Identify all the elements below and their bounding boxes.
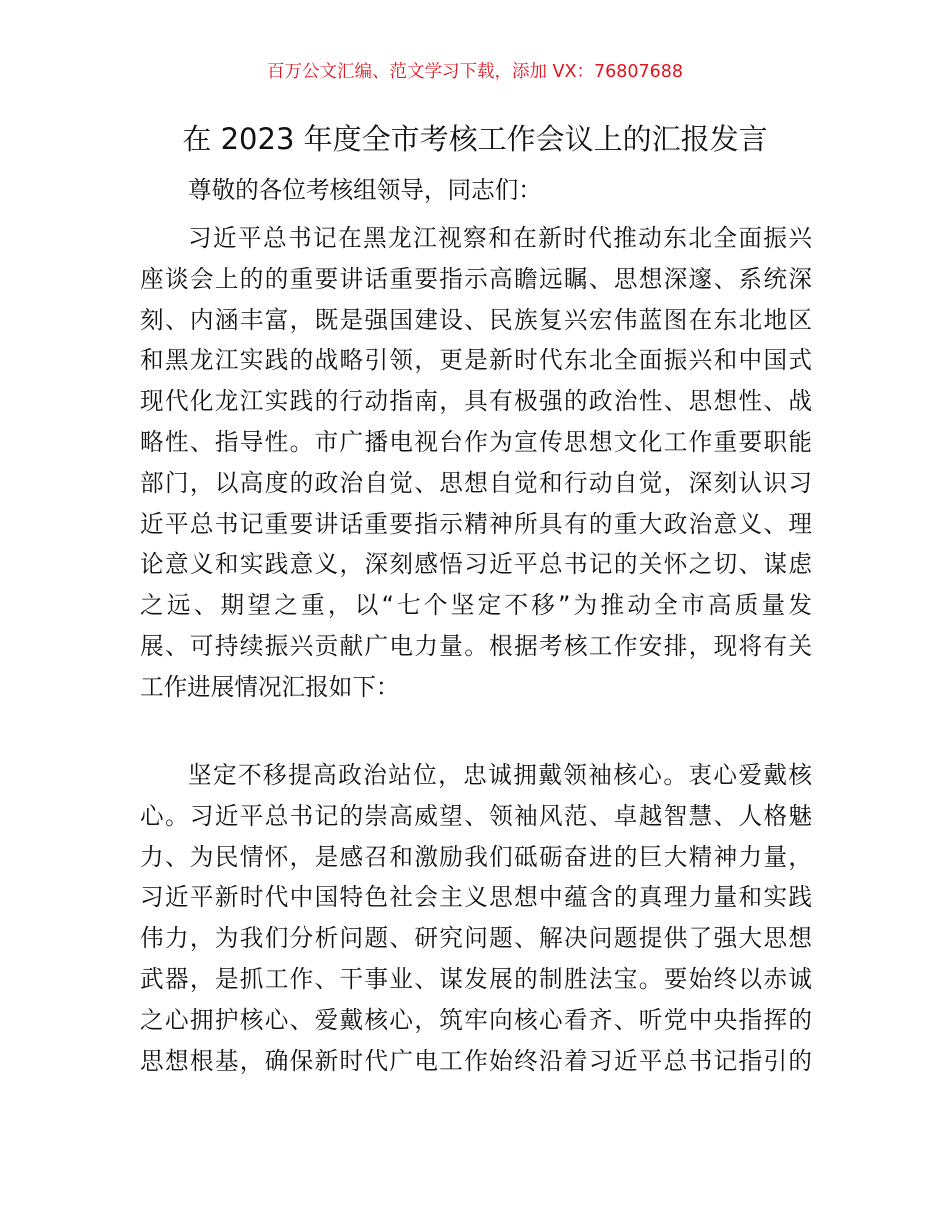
paragraph-1 [140, 218, 812, 708]
text-line: 习近平总书记在黑龙江视察和在新时代推动东北全面振兴 [188, 224, 812, 252]
text-line: 座谈会上的的重要讲话重要指示高瞻远瞩、思想深邃、系统深 [140, 264, 812, 293]
document-title: 在 2023 年度全市考核工作会议上的汇报发言 [182, 122, 768, 156]
paragraph-2 [140, 755, 812, 1081]
text-line: 之心拥护核心、爱戴核心，筑牢向核心看齐、听党中央指挥的 [140, 1005, 812, 1034]
text-line: 坚定不移提高政治站位，忠诚拥戴领袖核心。衷心爱戴核 [188, 761, 812, 789]
text-line: 武器，是抓工作、干事业、谋发展的制胜法宝。要始终以赤诚 [140, 964, 812, 993]
header-notice: 百万公文汇编、范文学习下载，添加 VX：76807688 [266, 62, 684, 82]
text-line: 力、为民情怀，是感召和激励我们砥砺奋进的巨大精神力量， [140, 842, 812, 871]
text-line: 近平总书记重要讲话重要指示精神所具有的重大政治意义、理 [140, 509, 812, 538]
text-line: 论意义和实践意义，深刻感悟习近平总书记的关怀之切、谋虑 [140, 550, 812, 579]
text-line: 和黑龙江实践的战略引领，更是新时代东北全面振兴和中国式 [140, 346, 812, 375]
text-line: 部门，以高度的政治自觉、思想自觉和行动自觉，深刻认识习 [140, 468, 812, 497]
text-line: 伟力，为我们分析问题、研究问题、解决问题提供了强大思想 [140, 924, 812, 953]
text-line: 略性、指导性。市广播电视台作为宣传思想文化工作重要职能 [140, 427, 812, 456]
text-line: 习近平新时代中国特色社会主义思想中蕴含的真理力量和实践 [140, 883, 812, 912]
salutation: 尊敬的各位考核组领导，同志们： [188, 176, 542, 204]
text-line: 思想根基，确保新时代广电工作始终沿着习近平总书记指引的 [140, 1046, 812, 1075]
text-line: 工作进展情况汇报如下： [140, 672, 400, 701]
text-line: 展、可持续振兴贡献广电力量。根据考核工作安排，现将有关 [140, 631, 812, 660]
text-line: 之远、期望之重，以“七个坚定不移”为推动全市高质量发 [140, 591, 812, 620]
text-line: 现代化龙江实践的行动指南，具有极强的政治性、思想性、战 [140, 387, 812, 416]
text-line: 刻、内涵丰富，既是强国建设、民族复兴宏伟蓝图在东北地区 [140, 305, 812, 334]
text-line: 心。习近平总书记的崇高威望、领袖风范、卓越智慧、人格魅 [140, 801, 812, 830]
